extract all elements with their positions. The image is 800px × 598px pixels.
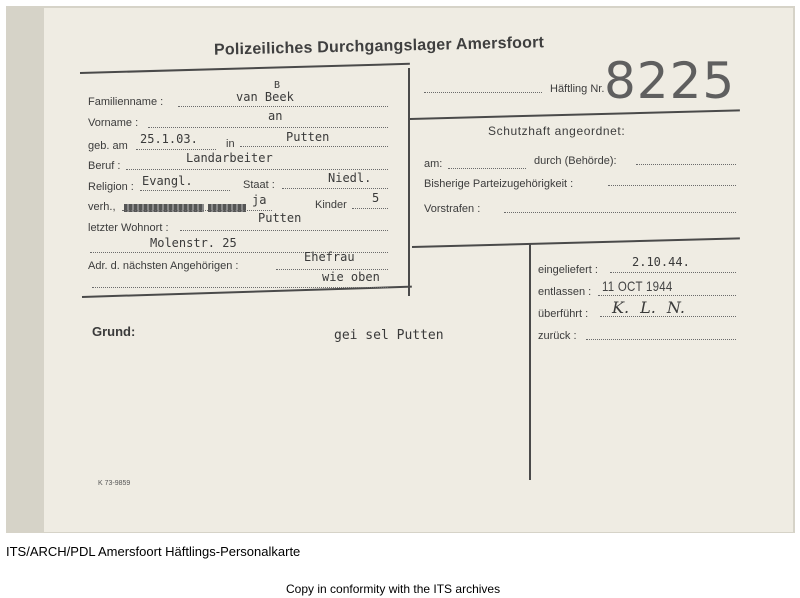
familienname-line — [178, 106, 388, 107]
wohnort-line — [180, 230, 388, 231]
familienname-superscript: B — [274, 80, 281, 91]
copy-notice: Copy in conformity with the ITS archives — [286, 582, 501, 596]
grund-value: gei sel Putten — [334, 328, 444, 343]
entlassen-stamp: 11 OCT 1944 — [602, 278, 673, 294]
am-line — [448, 168, 526, 169]
ueberfuehrt-label: überführt : — [538, 308, 589, 320]
strasse-value: Molenstr. 25 — [150, 236, 237, 250]
am-label: am: — [424, 158, 443, 170]
ueberfuehrt-line — [600, 316, 736, 317]
verheiratet-line — [122, 210, 272, 211]
verheiratet-label: verh., — [88, 201, 116, 213]
vorname-line — [148, 127, 388, 128]
vorstrafen-line — [504, 212, 736, 213]
beruf-label: Beruf : — [88, 160, 121, 172]
angehoerige-line-2 — [92, 287, 388, 288]
haeftling-line — [424, 92, 542, 93]
vorname-label: Vorname : — [88, 117, 139, 129]
archive-caption: ITS/ARCH/PDL Amersfoort Häftlings-Personalkarte — [6, 544, 301, 559]
verheiratet-value: ja — [252, 193, 267, 207]
vertical-divider — [529, 244, 531, 480]
kinder-value: 5 — [372, 191, 380, 205]
partei-label: Bisherige Parteizugehörigkeit : — [424, 178, 574, 190]
religion-label: Religion : — [88, 181, 134, 193]
wohnort-value: Putten — [258, 211, 302, 225]
entlassen-line — [598, 295, 736, 296]
partei-line — [608, 185, 736, 186]
card-title: Polizeiliches Durchgangslager Amersfoort — [213, 34, 545, 59]
zurueck-label: zurück : — [538, 330, 577, 342]
vorname-value: an — [268, 109, 283, 123]
familienname-label: Familienname : — [88, 96, 164, 108]
eingeliefert-line — [610, 272, 736, 273]
struck-out-text — [124, 199, 246, 217]
kinder-line — [352, 208, 388, 209]
wohnort-label: letzter Wohnort : — [88, 222, 169, 234]
staat-value: Niedl. — [328, 171, 372, 185]
grund-label: Grund: — [92, 324, 136, 339]
geburtsort-line — [240, 146, 388, 147]
staat-label: Staat : — [243, 179, 275, 191]
eingeliefert-label: eingeliefert : — [538, 264, 598, 276]
behoerde-line — [636, 164, 736, 165]
form-code: K 73-9859 — [98, 480, 131, 487]
box-right-border — [408, 68, 410, 296]
ueberfuehrt-value: K. L. N. — [612, 298, 685, 317]
angehoerige-value-2: wie oben — [322, 270, 380, 284]
familienname-value: van Beek — [236, 90, 294, 104]
behoerde-label: durch (Behörde): — [534, 155, 617, 167]
geburtsort-value: Putten — [286, 130, 330, 144]
eingeliefert-value: 2.10.44. — [632, 255, 690, 269]
haeftling-label: Häftling Nr. — [550, 83, 605, 95]
schutzhaft-heading: Schutzhaft angeordnet: — [488, 124, 626, 138]
religion-value: Evangl. — [142, 174, 193, 188]
angehoerige-label: Adr. d. nächsten Angehörigen : — [88, 260, 239, 272]
geburtsdatum-line — [136, 149, 216, 150]
beruf-line — [126, 169, 388, 170]
entlassen-label: entlassen : — [538, 286, 592, 298]
staat-line — [282, 188, 388, 189]
angehoerige-value-1: Ehefrau — [304, 250, 355, 264]
geburtsort-label: in — [226, 138, 235, 150]
zurueck-line — [586, 339, 736, 340]
haeftling-number: 8225 — [604, 52, 736, 110]
religion-line — [140, 190, 230, 191]
kinder-label: Kinder — [315, 199, 347, 211]
vorstrafen-label: Vorstrafen : — [424, 203, 481, 215]
geburtsdatum-value: 25.1.03. — [140, 132, 198, 146]
geburtsdatum-label: geb. am — [88, 140, 128, 152]
beruf-value: Landarbeiter — [186, 151, 273, 165]
